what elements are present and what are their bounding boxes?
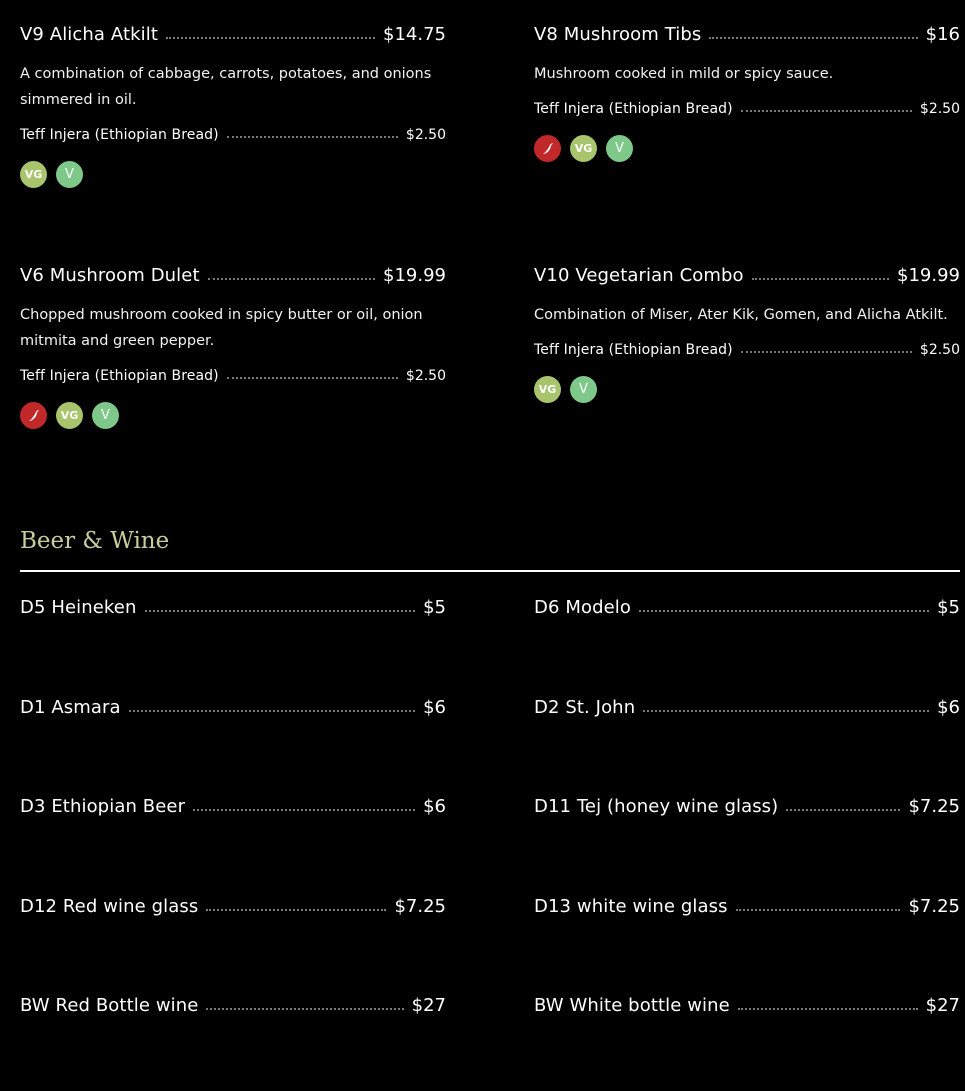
item-name: BW White bottle wine	[534, 995, 730, 1016]
drink-item-d11	[534, 796, 960, 817]
addon-row	[20, 127, 446, 143]
drink-item-d13	[534, 896, 960, 917]
dot-leader	[752, 277, 889, 280]
dot-leader	[208, 277, 375, 280]
vegan-badge: VG	[56, 402, 83, 429]
section-divider	[20, 570, 960, 572]
dot-leader	[643, 709, 929, 712]
item-description: Chopped mushroom cooked in spicy butter or oil, onion mitmita and green pepper.	[20, 307, 423, 349]
dot-leader	[741, 350, 912, 353]
dot-leader	[227, 376, 398, 379]
item-price: $6	[937, 697, 960, 718]
drink-item-d2	[534, 697, 960, 718]
item-name: D3 Ethiopian Beer	[20, 796, 186, 817]
addon-name: Teff Injera (Ethiopian Bread)	[534, 101, 733, 117]
item-name: V10 Vegetarian Combo	[534, 265, 744, 286]
item-price: $5	[423, 597, 446, 618]
item-price: $5	[937, 597, 960, 618]
addon-price: $2.50	[405, 127, 446, 143]
addon-price: $2.50	[919, 101, 960, 117]
item-name: V9 Alicha Atkilt	[20, 24, 158, 45]
dot-leader	[206, 1007, 403, 1010]
menu-item-v8	[534, 24, 960, 162]
dot-leader	[193, 808, 415, 811]
item-name: D1 Asmara	[20, 697, 121, 718]
dot-leader	[741, 109, 912, 112]
addon-row	[534, 342, 960, 358]
item-price: $7.25	[908, 896, 960, 917]
dot-leader	[639, 609, 929, 612]
addon-row	[20, 368, 446, 384]
drink-item-bw-red	[20, 995, 446, 1016]
item-price: $6	[423, 697, 446, 718]
item-price: $19.99	[383, 265, 446, 286]
dot-leader	[227, 135, 398, 138]
vegetarian-badge: V	[56, 161, 83, 188]
vegetarian-badge: V	[606, 135, 633, 162]
drink-item-d1	[20, 697, 446, 718]
item-price: $27	[925, 995, 960, 1016]
drink-item-d12	[20, 896, 446, 917]
section-title-beer-wine: Beer & Wine	[20, 528, 170, 554]
diet-badges	[534, 135, 960, 162]
item-description: Mushroom cooked in mild or spicy sauce.	[534, 66, 834, 82]
item-price: $14.75	[383, 24, 446, 45]
dot-leader	[166, 36, 375, 39]
addon-price: $2.50	[405, 368, 446, 384]
dot-leader	[786, 808, 900, 811]
item-description: A combination of cabbage, carrots, potatoes, and onions simmered in oil.	[20, 66, 432, 108]
dot-leader	[145, 609, 416, 612]
menu-item-v10	[534, 265, 960, 403]
item-name: D2 St. John	[534, 697, 636, 718]
item-price: $7.25	[908, 796, 960, 817]
dot-leader	[129, 709, 415, 712]
drink-item-d5	[20, 597, 446, 618]
drink-item-d3	[20, 796, 446, 817]
vegan-badge: VG	[534, 376, 561, 403]
dot-leader	[709, 36, 917, 39]
menu-item-v9	[20, 24, 446, 188]
vegetarian-badge: V	[570, 376, 597, 403]
item-name: V8 Mushroom Tibs	[534, 24, 702, 45]
drink-item-bw-white	[534, 995, 960, 1016]
diet-badges	[20, 402, 446, 429]
addon-price: $2.50	[919, 342, 960, 358]
item-name: V6 Mushroom Dulet	[20, 265, 200, 286]
vegan-badge: VG	[20, 161, 47, 188]
item-name: D5 Heineken	[20, 597, 137, 618]
item-name: D13 white wine glass	[534, 896, 728, 917]
addon-row	[534, 101, 960, 117]
dot-leader	[738, 1007, 918, 1010]
item-name: BW Red Bottle wine	[20, 995, 199, 1016]
item-name: D11 Tej (honey wine glass)	[534, 796, 779, 817]
item-price: $7.25	[394, 896, 446, 917]
item-description: Combination of Miser, Ater Kik, Gomen, and Alicha Atkilt.	[534, 307, 948, 323]
chili-pepper-icon	[534, 135, 561, 162]
dot-leader	[206, 908, 386, 911]
diet-badges	[20, 161, 446, 188]
addon-name: Teff Injera (Ethiopian Bread)	[20, 127, 219, 143]
item-name: D12 Red wine glass	[20, 896, 199, 917]
addon-name: Teff Injera (Ethiopian Bread)	[534, 342, 733, 358]
dot-leader	[736, 908, 901, 911]
addon-name: Teff Injera (Ethiopian Bread)	[20, 368, 219, 384]
vegan-badge: VG	[570, 135, 597, 162]
item-price: $16	[925, 24, 960, 45]
menu-item-v6	[20, 265, 446, 429]
diet-badges	[534, 376, 960, 403]
chili-pepper-icon	[20, 402, 47, 429]
item-price: $6	[423, 796, 446, 817]
vegetarian-badge: V	[92, 402, 119, 429]
item-price: $27	[411, 995, 446, 1016]
item-price: $19.99	[897, 265, 960, 286]
item-name: D6 Modelo	[534, 597, 631, 618]
drink-item-d6	[534, 597, 960, 618]
